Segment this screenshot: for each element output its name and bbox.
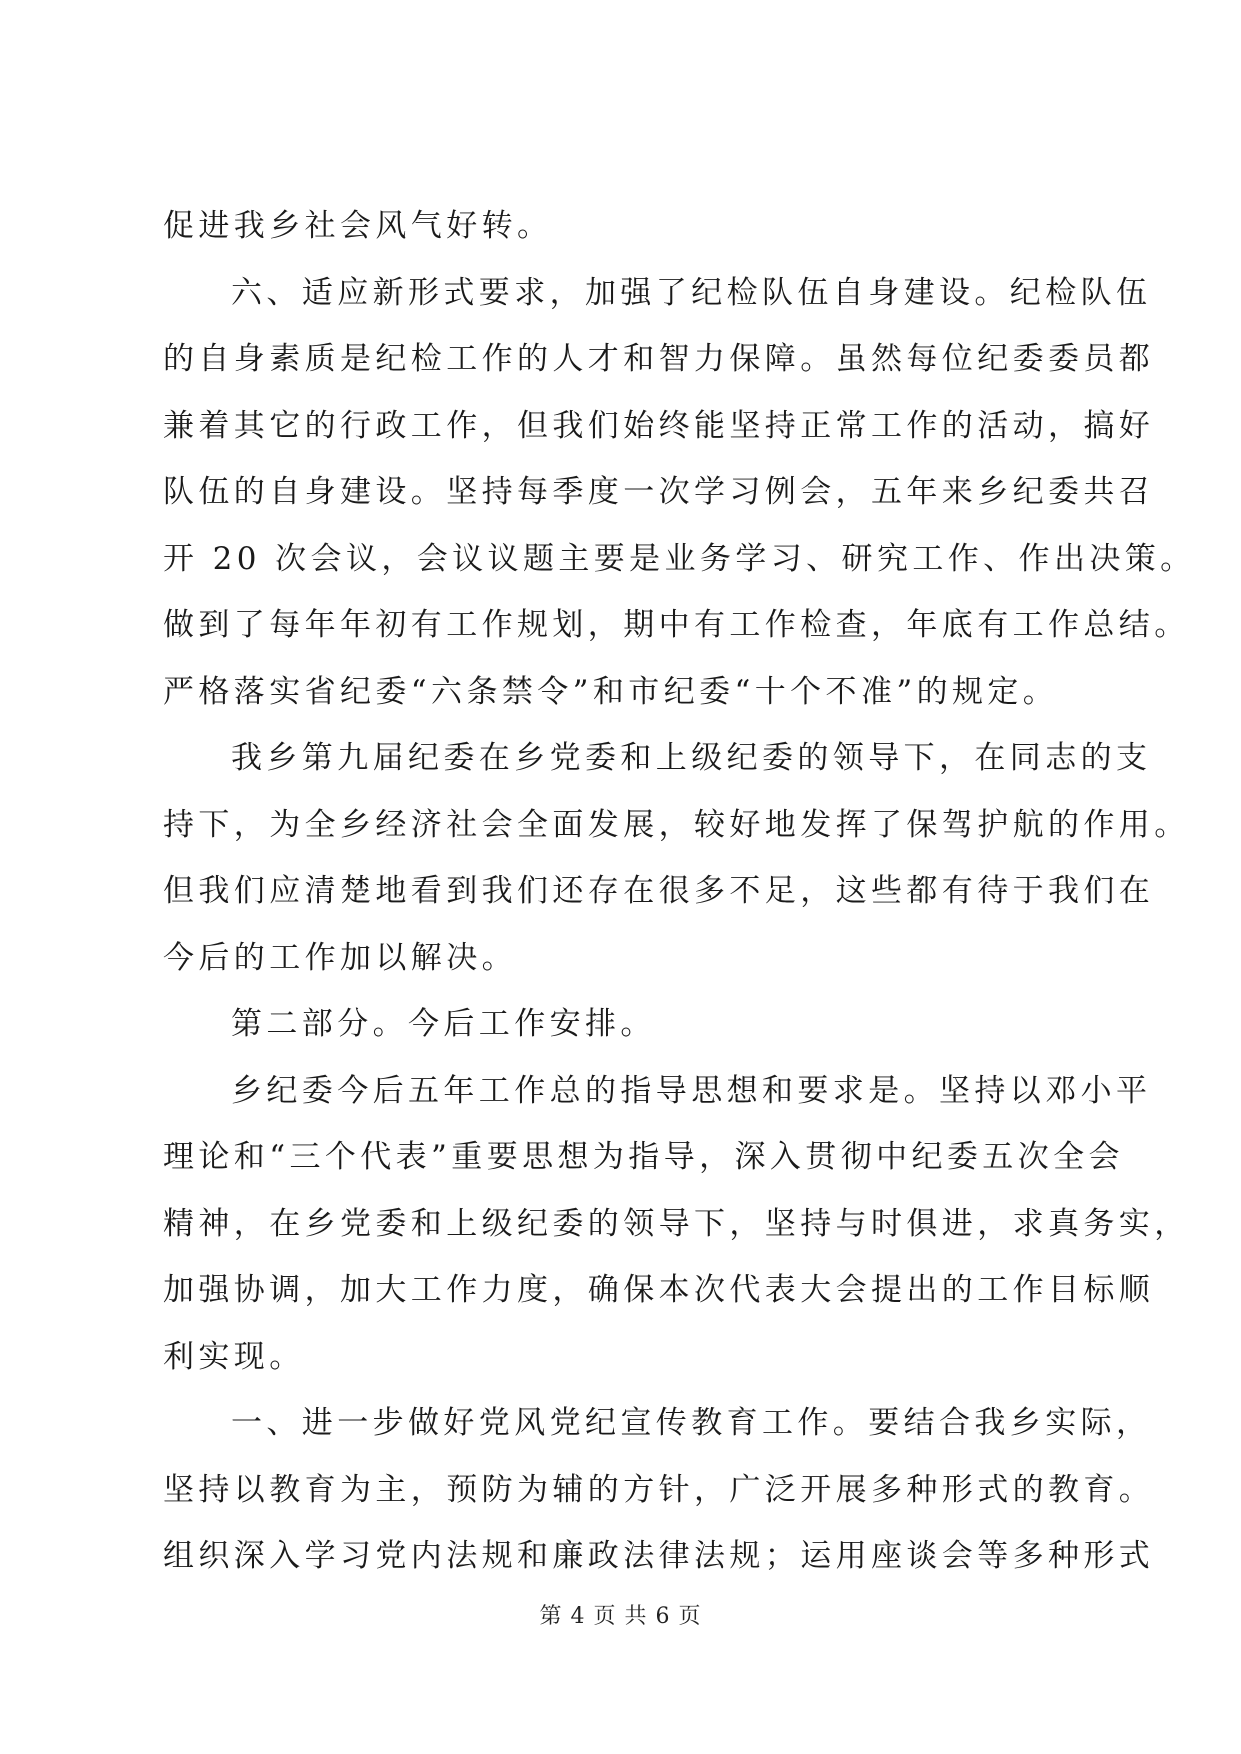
text-line: 组织深入学习党内法规和廉政法律法规；运用座谈会等多种形式 (163, 1538, 1155, 1574)
text-line: 精神，在乡党委和上级纪委的领导下，坚持与时俱进，求真务实， (163, 1206, 1190, 1242)
text-line: 兼着其它的行政工作，但我们始终能坚持正常工作的活动，搞好 (163, 408, 1155, 444)
text-line: 严格落实省纪委“六条禁令”和市纪委“十个不准”的规定。 (163, 674, 1059, 710)
text-line: 促进我乡社会风气好转。 (163, 208, 553, 244)
text-line: 坚持以教育为主，预防为辅的方针，广泛开展多种形式的教育。 (163, 1472, 1155, 1508)
text-line: 一、进一步做好党风党纪宣传教育工作。要结合我乡实际， (231, 1405, 1152, 1441)
text-line: 理论和“三个代表”重要思想为指导，深入贯彻中纪委五次全会 (163, 1139, 1124, 1175)
text-line: 加强协调，加大工作力度，确保本次代表大会提出的工作目标顺 (163, 1272, 1155, 1308)
page-footer: 第 4 页 共 6 页 (539, 1604, 702, 1629)
text-line: 做到了每年年初有工作规划，期中有工作检查，年底有工作总结。 (163, 607, 1190, 643)
text-line: 队伍的自身建设。坚持每季度一次学习例会，五年来乡纪委共召 (163, 474, 1155, 510)
text-line: 持下，为全乡经济社会全面发展，较好地发挥了保驾护航的作用。 (163, 807, 1190, 843)
text-line: 利实现。 (163, 1339, 305, 1375)
text-line: 开 20 次会议，会议议题主要是业务学习、研究工作、作出决策。 (163, 541, 1196, 577)
text-line: 我乡第九届纪委在乡党委和上级纪委的领导下，在同志的支 (231, 740, 1152, 776)
text-line: 乡纪委今后五年工作总的指导思想和要求是。坚持以邓小平 (231, 1073, 1152, 1109)
text-line: 今后的工作加以解决。 (163, 940, 517, 976)
text-line: 六、适应新形式要求，加强了纪检队伍自身建设。纪检队伍 (231, 275, 1152, 311)
text-line: 但我们应清楚地看到我们还存在很多不足，这些都有待于我们在 (163, 873, 1155, 909)
section-heading: 第二部分。今后工作安排。 (231, 1006, 656, 1042)
text-line: 的自身素质是纪检工作的人才和智力保障。虽然每位纪委委员都 (163, 341, 1155, 377)
